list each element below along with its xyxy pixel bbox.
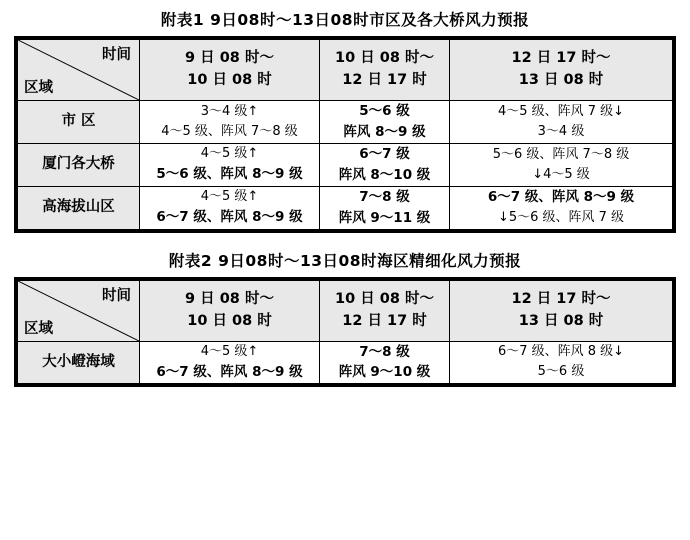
table1-r2c3 [450, 143, 673, 186]
value-line: 6～7 级、阵风 8～9 级 [156, 209, 303, 226]
table1-title: 附表1 9日08时～13日08时市区及各大桥风力预报 [160, 11, 530, 29]
table2-header-row [18, 280, 673, 341]
value-line: 5～6 级、阵风 7～8 级 [492, 146, 630, 162]
table-row [18, 186, 673, 229]
table1-row3-header: 高海拔山区 [18, 186, 140, 229]
table1-corner-cell [18, 40, 140, 101]
value-line: 4～5 级↑ [200, 343, 259, 359]
value-line: 阵风 8～10 级 [338, 166, 431, 183]
table1-r3c3 [450, 186, 673, 229]
table1-wrapper [14, 36, 676, 233]
table1-row1-header: 市 区 [18, 101, 140, 144]
table1-header-row [18, 40, 673, 101]
value-line: ↓5～6 级、阵风 7 级 [497, 210, 625, 225]
value-line: 4～5 级、阵风 7～8 级 [161, 123, 298, 139]
table1-r1c1 [140, 101, 320, 144]
value-line: 6～7 级 [359, 145, 410, 162]
table1-r3c1 [140, 186, 320, 229]
value-line: 6～7 级、阵风 8 级↓ [497, 344, 625, 360]
table2-wrapper [14, 277, 676, 388]
table2-r1c2 [320, 341, 450, 384]
value-line: ↓4～5 级 [532, 166, 590, 182]
table2 [17, 280, 673, 385]
value-line: 4～5 级、阵风 7 级↓ [497, 103, 625, 119]
table1-r2c2 [320, 143, 450, 186]
corner-area-label: 区域 [24, 80, 53, 96]
table1-r1c3 [450, 101, 673, 144]
table2-col-header-1 [140, 280, 320, 341]
col2-line2: 12 日 17 时 [342, 72, 427, 88]
table1 [17, 39, 673, 230]
col3-line2: 13 日 08 时 [518, 312, 604, 329]
value-line: 7～8 级 [359, 343, 410, 360]
table1-col-header-2 [320, 40, 450, 101]
value-line: 5～6 级 [359, 103, 410, 119]
col1-line1: 9 日 08 时～ [185, 290, 274, 307]
table-row [18, 101, 673, 144]
table1-row2-header: 厦门各大桥 [18, 143, 140, 186]
table2-corner-cell [18, 280, 140, 341]
table-row [18, 341, 673, 384]
value-line: 3～4 级↑ [200, 103, 259, 119]
value-line: 阵风 8～9 级 [343, 123, 426, 140]
value-line: 阵风 9～10 级 [338, 364, 431, 381]
value-line: 7～8 级 [359, 188, 410, 205]
corner-time-label: 时间 [102, 47, 131, 63]
table2-col-header-3 [450, 280, 673, 341]
col1-line2: 10 日 08 时 [187, 312, 272, 329]
table1-col-header-1 [140, 40, 320, 101]
value-line: 6～7 级、阵风 8～9 级 [487, 189, 635, 206]
col3-line1: 12 日 17 时～ [511, 290, 611, 307]
table1-col-header-3 [450, 40, 673, 101]
col1-line2: 10 日 08 时 [187, 72, 272, 88]
value-line: 阵风 9～11 级 [338, 209, 431, 226]
table2-col-header-2 [320, 280, 450, 341]
table1-r1c2 [320, 101, 450, 144]
table2-r1c1 [140, 341, 320, 384]
col1-line1: 9 日 08 时～ [185, 50, 274, 67]
col2-line2: 12 日 17 时 [342, 312, 427, 329]
value-line: 4～5 级↑ [200, 146, 259, 162]
col3-line1: 12 日 17 时～ [511, 50, 611, 67]
col2-line1: 10 日 08 时～ [334, 50, 434, 67]
col3-line2: 13 日 08 时 [518, 72, 604, 88]
table-row [18, 143, 673, 186]
table2-r1c3 [450, 341, 673, 384]
value-line: 5～6 级 [537, 364, 585, 380]
value-line: 4～5 级↑ [200, 189, 259, 205]
col2-line1: 10 日 08 时～ [334, 290, 434, 307]
table2-title: 附表2 9日08时～13日08时海区精细化风力预报 [168, 251, 522, 270]
value-line: 6～7 级、阵风 8～9 级 [156, 364, 303, 381]
table1-r2c1 [140, 143, 320, 186]
corner-time-label: 时间 [102, 287, 131, 304]
table1-r3c2 [320, 186, 450, 229]
value-line: 3～4 级 [537, 123, 585, 139]
corner-area-label: 区域 [24, 320, 53, 337]
table2-row1-header: 大小嶝海域 [18, 341, 140, 384]
value-line: 5～6 级、阵风 8～9 级 [156, 166, 303, 183]
